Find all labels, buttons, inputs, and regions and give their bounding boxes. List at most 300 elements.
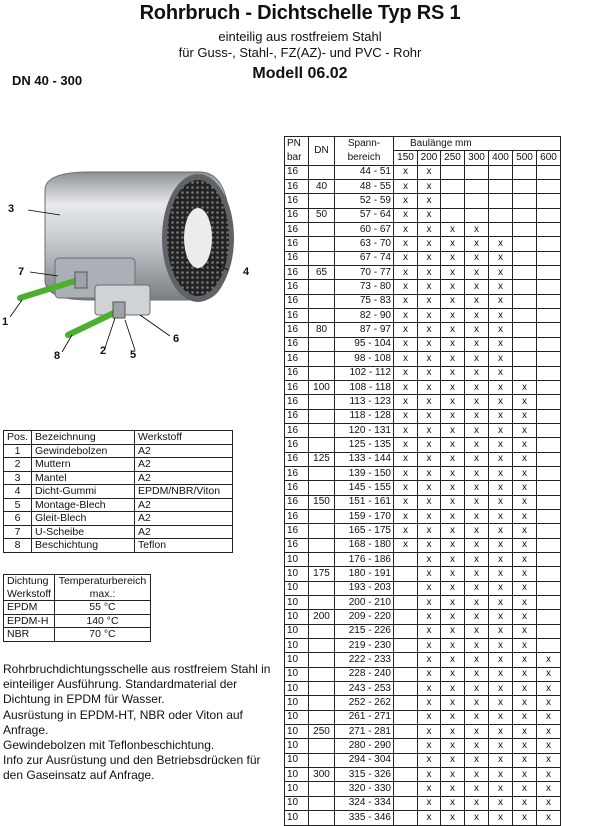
spec-row [285,682,561,696]
cell-span: 145 - 155 [335,481,394,495]
cell-length-mark: x [489,266,513,280]
cell-length-mark [537,194,561,208]
cell-length-mark: x [489,811,513,825]
cell-span: 125 - 135 [335,438,394,452]
part-material: A2 [135,512,233,526]
cell-pn: 16 [285,165,309,179]
cell-dn [309,466,335,480]
parts-row [4,512,233,526]
spec-row [285,452,561,466]
cell-span: 280 - 290 [335,739,394,753]
spec-row [285,366,561,380]
part-pos: 8 [4,539,32,553]
cell-length-mark: x [418,796,441,810]
header-dn: DN [309,137,335,166]
spec-row [285,552,561,566]
spec-row [285,194,561,208]
cell-length-mark: x [441,710,465,724]
cell-length-mark [537,409,561,423]
spec-row [285,653,561,667]
cell-length-mark: x [441,452,465,466]
cell-span: 151 - 161 [335,495,394,509]
cell-length-mark: x [513,725,537,739]
part-material: A2 [135,444,233,458]
cell-span: 87 - 97 [335,323,394,337]
cell-length-mark [394,739,418,753]
cell-span: 67 - 74 [335,251,394,265]
cell-length-mark [537,567,561,581]
cell-length-mark: x [465,811,489,825]
cell-pn: 16 [285,180,309,194]
cell-length-mark [513,266,537,280]
cell-length-mark [489,180,513,194]
cell-pn: 10 [285,667,309,681]
spec-row [285,624,561,638]
cell-length-mark: x [513,438,537,452]
cell-length-mark: x [465,294,489,308]
cell-length-mark: x [465,624,489,638]
cell-length-mark: x [418,710,441,724]
spec-row [285,409,561,423]
cell-length-mark: x [394,466,418,480]
cell-length-mark: x [441,395,465,409]
cell-length-mark: x [418,768,441,782]
cell-length-mark: x [441,352,465,366]
cell-length-mark: x [465,337,489,351]
cell-length-mark [489,223,513,237]
cell-length-mark [537,366,561,380]
callout-5: 5 [130,349,137,361]
cell-length-mark: x [465,309,489,323]
cell-length-mark: x [513,682,537,696]
cell-length-mark: x [418,811,441,825]
cell-length-mark: x [394,337,418,351]
part-name: Muttern [32,458,135,472]
cell-length-mark: x [418,438,441,452]
cell-dn: 150 [309,495,335,509]
temp-value: 140 °C [54,614,150,628]
cell-length-mark [465,194,489,208]
cell-length-mark: x [441,811,465,825]
cell-span: 52 - 59 [335,194,394,208]
spec-row [285,639,561,653]
parts-row [4,539,233,553]
cell-dn [309,653,335,667]
cell-length-mark: x [441,538,465,552]
cell-span: 133 - 144 [335,452,394,466]
header-length-600: 600 [537,151,561,165]
cell-length-mark: x [418,366,441,380]
cell-length-mark: x [513,395,537,409]
cell-length-mark: x [418,610,441,624]
cell-pn: 16 [285,438,309,452]
cell-length-mark: x [513,667,537,681]
cell-dn: 125 [309,452,335,466]
cell-length-mark: x [465,739,489,753]
cell-length-mark: x [489,294,513,308]
cell-length-mark: x [537,782,561,796]
cell-dn [309,538,335,552]
cell-pn: 16 [285,280,309,294]
cell-length-mark: x [465,423,489,437]
cell-length-mark: x [489,538,513,552]
spec-row [285,596,561,610]
cell-length-mark: x [465,481,489,495]
cell-length-mark: x [465,509,489,523]
cell-length-mark: x [394,208,418,222]
cell-dn: 175 [309,567,335,581]
cell-length-mark: x [489,337,513,351]
cell-length-mark: x [513,552,537,566]
cell-pn: 10 [285,682,309,696]
cell-pn: 10 [285,639,309,653]
part-name: Gleit-Blech [32,512,135,526]
cell-length-mark: x [394,309,418,323]
cell-length-mark: x [513,782,537,796]
part-material: A2 [135,498,233,512]
cell-span: 209 - 220 [335,610,394,624]
part-pos: 5 [4,498,32,512]
cell-length-mark [537,280,561,294]
cell-span: 118 - 128 [335,409,394,423]
temp-seal: EPDM-H [4,614,55,628]
cell-length-mark [537,266,561,280]
cell-length-mark [537,180,561,194]
cell-length-mark: x [418,596,441,610]
cell-length-mark: x [441,223,465,237]
cell-span: 168 - 180 [335,538,394,552]
cell-length-mark: x [513,423,537,437]
cell-length-mark [537,552,561,566]
parts-table [3,430,233,553]
cell-span: 73 - 80 [335,280,394,294]
cell-length-mark: x [537,682,561,696]
cell-length-mark: x [441,481,465,495]
part-pos: 7 [4,525,32,539]
part-name: Montage-Blech [32,498,135,512]
cell-length-mark: x [441,739,465,753]
cell-length-mark: x [418,237,441,251]
cell-length-mark: x [465,667,489,681]
cell-length-mark [441,180,465,194]
cell-length-mark: x [537,796,561,810]
cell-length-mark: x [465,596,489,610]
header-length-250: 250 [441,151,465,165]
cell-length-mark [537,481,561,495]
cell-span: 57 - 64 [335,208,394,222]
cell-length-mark: x [418,165,441,179]
header-baulaenge: Baulänge mm [394,137,561,151]
cell-length-mark [513,337,537,351]
cell-pn: 10 [285,567,309,581]
cell-length-mark: x [489,495,513,509]
cell-length-mark [441,194,465,208]
cell-pn: 16 [285,395,309,409]
cell-span: 63 - 70 [335,237,394,251]
cell-length-mark: x [465,251,489,265]
cell-dn [309,509,335,523]
cell-length-mark: x [394,509,418,523]
cell-length-mark: x [418,639,441,653]
cell-length-mark: x [489,782,513,796]
part-material: A2 [135,471,233,485]
spec-row [285,237,561,251]
header-span: Spann- [335,137,394,151]
cell-length-mark: x [489,323,513,337]
cell-pn: 10 [285,624,309,638]
cell-span: 44 - 51 [335,165,394,179]
cell-length-mark: x [418,524,441,538]
cell-length-mark: x [465,639,489,653]
spec-row [285,667,561,681]
parts-row [4,458,233,472]
spec-row [285,524,561,538]
temp-header-range: Temperaturbereich [54,575,150,588]
cell-length-mark: x [441,323,465,337]
cell-length-mark: x [394,438,418,452]
cell-length-mark: x [489,309,513,323]
cell-length-mark: x [441,782,465,796]
cell-dn [309,352,335,366]
cell-dn [309,710,335,724]
spec-row [285,223,561,237]
cell-span: 320 - 330 [335,782,394,796]
cell-length-mark: x [489,366,513,380]
cell-length-mark: x [441,753,465,767]
cell-length-mark [537,208,561,222]
cell-length-mark: x [418,352,441,366]
cell-length-mark: x [418,309,441,323]
cell-span: 193 - 203 [335,581,394,595]
spec-row [285,696,561,710]
cell-length-mark: x [441,610,465,624]
cell-span: 271 - 281 [335,725,394,739]
spec-row [285,739,561,753]
cell-length-mark: x [513,509,537,523]
cell-dn [309,552,335,566]
cell-span: 60 - 67 [335,223,394,237]
cell-length-mark: x [489,725,513,739]
cell-length-mark: x [394,280,418,294]
cell-length-mark: x [441,294,465,308]
cell-length-mark: x [441,337,465,351]
cell-length-mark: x [513,452,537,466]
cell-length-mark: x [418,323,441,337]
cell-dn [309,309,335,323]
cell-length-mark: x [418,725,441,739]
cell-length-mark: x [489,567,513,581]
cell-length-mark [537,352,561,366]
cell-pn: 16 [285,266,309,280]
cell-pn: 10 [285,768,309,782]
cell-dn [309,667,335,681]
cell-length-mark [513,323,537,337]
cell-length-mark: x [441,552,465,566]
part-name: Mantel [32,471,135,485]
part-pos: 1 [4,444,32,458]
cell-length-mark: x [537,739,561,753]
cell-span: 215 - 226 [335,624,394,638]
part-material: A2 [135,525,233,539]
spec-row [285,567,561,581]
cell-length-mark: x [418,409,441,423]
cell-length-mark [537,639,561,653]
cell-length-mark: x [537,667,561,681]
cell-length-mark: x [418,208,441,222]
cell-length-mark: x [537,710,561,724]
cell-length-mark: x [394,180,418,194]
cell-span: 139 - 150 [335,466,394,480]
cell-length-mark: x [513,466,537,480]
cell-length-mark: x [489,438,513,452]
cell-length-mark: x [513,653,537,667]
cell-length-mark [394,552,418,566]
cell-length-mark: x [465,581,489,595]
cell-length-mark [489,194,513,208]
cell-dn [309,481,335,495]
cell-dn [309,194,335,208]
cell-length-mark: x [394,165,418,179]
cell-length-mark: x [489,624,513,638]
spec-row [285,610,561,624]
cell-pn: 16 [285,352,309,366]
cell-dn: 250 [309,725,335,739]
cell-length-mark: x [465,538,489,552]
cell-length-mark: x [537,725,561,739]
cell-dn: 50 [309,208,335,222]
cell-length-mark: x [489,710,513,724]
cell-length-mark: x [394,223,418,237]
cell-length-mark: x [465,610,489,624]
spec-row [285,180,561,194]
cell-pn: 10 [285,753,309,767]
cell-length-mark: x [465,552,489,566]
header-span-unit: bereich [335,151,394,165]
cell-length-mark: x [513,768,537,782]
clamp-illustration [0,160,270,375]
cell-pn: 16 [285,452,309,466]
cell-length-mark [513,223,537,237]
cell-length-mark: x [489,696,513,710]
cell-length-mark: x [418,538,441,552]
cell-length-mark: x [537,768,561,782]
cell-length-mark: x [418,294,441,308]
cell-pn: 16 [285,409,309,423]
cell-span: 176 - 186 [335,552,394,566]
cell-dn: 80 [309,323,335,337]
parts-row [4,525,233,539]
spec-row [285,395,561,409]
cell-pn: 16 [285,495,309,509]
cell-length-mark: x [513,380,537,394]
cell-length-mark [394,696,418,710]
cell-span: 261 - 271 [335,710,394,724]
cell-length-mark: x [418,481,441,495]
cell-length-mark [394,581,418,595]
part-material: A2 [135,458,233,472]
cell-length-mark: x [489,753,513,767]
cell-length-mark [537,538,561,552]
header-pn-unit: bar [285,151,309,165]
cell-length-mark [513,280,537,294]
cell-length-mark: x [465,280,489,294]
cell-length-mark: x [489,395,513,409]
cell-pn: 16 [285,423,309,437]
cell-length-mark [537,380,561,394]
cell-dn [309,811,335,825]
cell-length-mark [441,165,465,179]
cell-dn [309,337,335,351]
cell-length-mark [513,194,537,208]
dn-range: DN 40 - 300 [12,73,83,88]
cell-dn: 300 [309,768,335,782]
cell-length-mark [394,624,418,638]
cell-dn [309,639,335,653]
callout-7: 7 [18,266,25,278]
cell-length-mark [537,294,561,308]
cell-dn [309,438,335,452]
cell-length-mark: x [489,509,513,523]
cell-span: 159 - 170 [335,509,394,523]
cell-length-mark: x [441,596,465,610]
cell-dn [309,739,335,753]
cell-length-mark [537,596,561,610]
cell-length-mark: x [441,624,465,638]
cell-length-mark: x [513,753,537,767]
cell-length-mark: x [465,682,489,696]
spec-row [285,811,561,825]
spec-row [285,309,561,323]
temp-row [4,628,151,642]
callout-4: 4 [243,266,250,278]
cell-length-mark: x [441,567,465,581]
cell-length-mark: x [418,552,441,566]
part-material: EPDM/NBR/Viton [135,485,233,499]
cell-length-mark: x [489,280,513,294]
cell-length-mark: x [489,610,513,624]
cell-length-mark: x [418,337,441,351]
spec-row [285,423,561,437]
cell-length-mark: x [394,266,418,280]
cell-dn: 200 [309,610,335,624]
spec-row [285,352,561,366]
cell-span: 243 - 253 [335,682,394,696]
cell-length-mark: x [465,796,489,810]
cell-length-mark: x [441,725,465,739]
temp-seal: EPDM [4,601,55,615]
cell-dn [309,782,335,796]
cell-length-mark: x [441,466,465,480]
cell-length-mark: x [418,452,441,466]
temp-row [4,614,151,628]
spec-row [285,294,561,308]
cell-length-mark: x [489,452,513,466]
cell-length-mark: x [465,696,489,710]
cell-length-mark: x [441,280,465,294]
cell-length-mark: x [513,811,537,825]
cell-length-mark [537,237,561,251]
cell-length-mark: x [394,380,418,394]
cell-span: 48 - 55 [335,180,394,194]
cell-length-mark: x [513,481,537,495]
cell-pn: 10 [285,581,309,595]
cell-length-mark: x [441,495,465,509]
cell-span: 98 - 108 [335,352,394,366]
cell-length-mark: x [418,466,441,480]
cell-length-mark: x [489,481,513,495]
cell-dn [309,237,335,251]
callout-6: 6 [173,333,180,345]
